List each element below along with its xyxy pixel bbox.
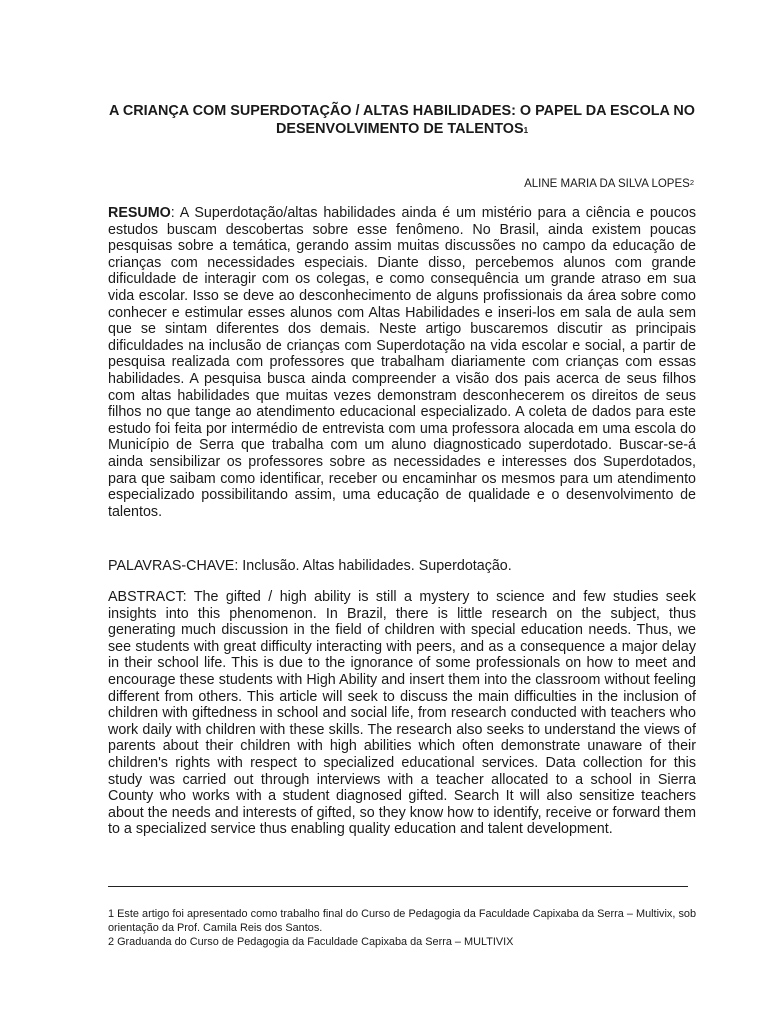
footnote-1: 1 Este artigo foi apresentado como trabalho final do Curso de Pedagogia da Faculdade Capixaba da Serra – Multivix, sob orientação da Prof. Camila Reis dos Santos. bbox=[108, 908, 696, 934]
author-footnote-mark: 2 bbox=[689, 178, 694, 187]
author-name: ALINE MARIA DA SILVA LOPES bbox=[524, 178, 690, 190]
resumo-text: : A Superdotação/altas habilidades ainda é um mistério para a ciência e poucos estudos buscam descobertas sobre esse fenômeno. No Brasil, ainda existem poucas pesquisas sobre a temática, gerando assim muitas discussões no campo da educação de crianças com necessidades especiais. Diante disso, percebemos alunos com grande dificuldade de interagir com os colegas, e como consequência um grande atraso em sua vida escolar. Isso se deve ao desconhecimento de alguns profissionais da área sobre como conhecer e estimular esses alunos com Altas Habilidades e inseri-los em sala de aula sem que se sintam diferentes dos demais. Neste artigo buscaremos discutir as principais dificuldades na inclusão de crianças com Superdotação na vida escolar e social, a partir de pesquisa realizada com professores que trabalham diariamente com crianças com essas habilidades. A pesquisa busca ainda compreender a visão dos pais acerca de seus filhos com altas habilidades que muitas vezes demonstram desconhecerem os direitos de seus filhos no que tange ao atendimento educacional especializado. A coleta de dados para este estudo foi feita por intermédio de entrevista com uma professora alocada em uma escola do Município de Serra que trabalha com um aluno diagnosticado superdotado. Buscar-se-á ainda sensibilizar os professores sobre as necessidades e interesses dos Superdotados, para que saibam como identificar, receber ou encaminhar os mesmos para um atendimento especializado possibilitando assim, uma educação de qualidade e o desenvolvimento de talentos. bbox=[108, 205, 696, 520]
footnote-divider bbox=[108, 886, 688, 887]
title-text: A CRIANÇA COM SUPERDOTAÇÃO / ALTAS HABILIDADES: O PAPEL DA ESCOLA NO DESENVOLVIMENTO DE TALENTOS bbox=[108, 103, 696, 137]
title-footnote-mark: 1 bbox=[523, 126, 529, 135]
keywords-line: PALAVRAS-CHAVE: Inclusão. Altas habilidades. Superdotação. bbox=[108, 558, 512, 574]
author-line bbox=[524, 177, 694, 191]
footnote-2: 2 Graduanda do Curso de Pedagogia da Faculdade Capixaba da Serra – MULTIVIX bbox=[108, 936, 514, 948]
resumo-label: RESUMO bbox=[108, 205, 171, 221]
resumo-paragraph bbox=[108, 205, 696, 520]
abstract-paragraph: ABSTRACT: The gifted / high ability is still a mystery to science and few studies seek insights into this phenomenon. In Brazil, there is little research on the subject, thus generating much discussion in the field of children with special education needs. Thus, we see students with great difficulty interacting with peers, and as a consequence a major delay in their school life. This is due to the ignorance of some professionals on how to meet and encourage these students with High Ability and insert them into the classroom without feeling different from others. This article will seek to discuss the main difficulties in the inclusion of children with giftedness in school and social life, from research conducted with teachers who work daily with children with these skills. The research also seeks to understand the views of parents about their children with high abilities which often demonstrate unaware of their children's rights with respect to specialized educational services. Data collection for this study was carried out through interviews with a teacher allocated to a school in Sierra County who works with a student diagnosed gifted. Search It will also sensitize teachers about the needs and interests of gifted, so they know how to identify, receive or forward them to a specialized service thus enabling quality education and talent development. bbox=[108, 589, 696, 838]
footnotes bbox=[108, 907, 696, 949]
article-title bbox=[108, 102, 696, 138]
